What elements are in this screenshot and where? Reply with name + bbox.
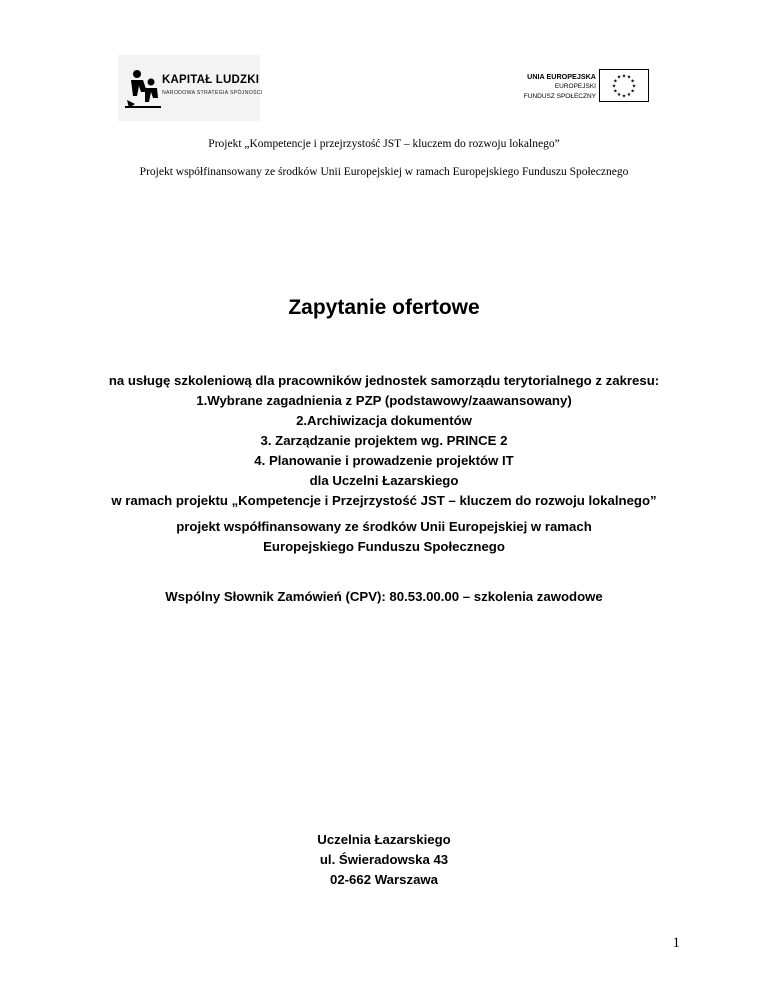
eu-star-icon: ★ [621, 93, 627, 100]
scope-line: 1.Wybrane zagadnienia z PZP (podstawowy/zaawansowany) [196, 393, 572, 408]
cpv-line: Wspólny Słownik Zamówień (CPV): 80.53.00.00 – szkolenia zawodowe [165, 589, 603, 604]
cofinanced-line-1: projekt współfinansowany ze środków Unii Europejskiej w ramach [176, 519, 592, 534]
scope-block [0, 371, 768, 511]
scope-line: 2.Archiwizacja dokumentów [296, 413, 472, 428]
scope-line: w ramach projektu „Kompetencje i Przejrzystość JST – kluczem do rozwoju lokalnego” [111, 493, 657, 508]
eu-logo-text [470, 72, 596, 102]
page-number: 1 [672, 935, 680, 951]
scope-line: 3. Zarządzanie projektem wg. PRINCE 2 [260, 433, 508, 448]
eu-star-icon: ★ [611, 83, 617, 90]
project-line: Projekt „Kompetencje i przejrzystość JST – kluczem do rozwoju lokalnego” [208, 138, 560, 150]
scope-line: na usługę szkoleniową dla pracowników jednostek samorządu terytorialnego z zakresu: [108, 373, 660, 388]
eu-star-icon: ★ [616, 74, 622, 81]
eu-flag-icon [599, 69, 649, 102]
kapital-ludzki-emblem-icon [125, 66, 161, 110]
address-street: ul. Świeradowska 43 [319, 852, 449, 867]
eu-star-icon: ★ [626, 91, 632, 98]
address-name: Uczelnia Łazarskiego [317, 832, 451, 847]
eu-star-icon: ★ [621, 73, 627, 80]
kapital-ludzki-logo [118, 55, 263, 121]
cofinanced-line: Projekt współfinansowany ze środków Unii Europejskiej w ramach Europejskiego Funduszu Społecznego [139, 166, 629, 178]
eu-logo-line2: EUROPEJSKI [554, 83, 596, 90]
eu-star-icon: ★ [616, 91, 622, 98]
eu-star-icon: ★ [626, 74, 632, 81]
document-title: Zapytanie ofertowe [288, 296, 480, 319]
address-city: 02-662 Warszawa [329, 872, 438, 887]
scope-line: dla Uczelni Łazarskiego [309, 473, 459, 488]
cofinanced-block [0, 517, 768, 557]
eu-star-icon: ★ [630, 88, 635, 95]
eu-stars-icon [600, 70, 648, 101]
eu-star-icon: ★ [630, 78, 635, 85]
scope-line: 4. Planowanie i prowadzenie projektów IT [254, 453, 514, 468]
eu-logo-line1: UNIA EUROPEJSKA [527, 72, 596, 81]
kapital-ludzki-title: KAPITAŁ LUDZKI [162, 74, 260, 86]
eu-star-icon: ★ [631, 83, 637, 90]
address-block [0, 830, 768, 890]
kapital-ludzki-subtitle: NARODOWA STRATEGIA SPÓJNOŚCI [162, 90, 263, 96]
cofinanced-line-2: Europejskiego Funduszu Społecznego [263, 539, 505, 554]
eu-star-icon: ★ [613, 88, 618, 95]
eu-logo-line3: FUNDUSZ SPOŁECZNY [523, 93, 596, 100]
eu-star-icon: ★ [613, 78, 618, 85]
